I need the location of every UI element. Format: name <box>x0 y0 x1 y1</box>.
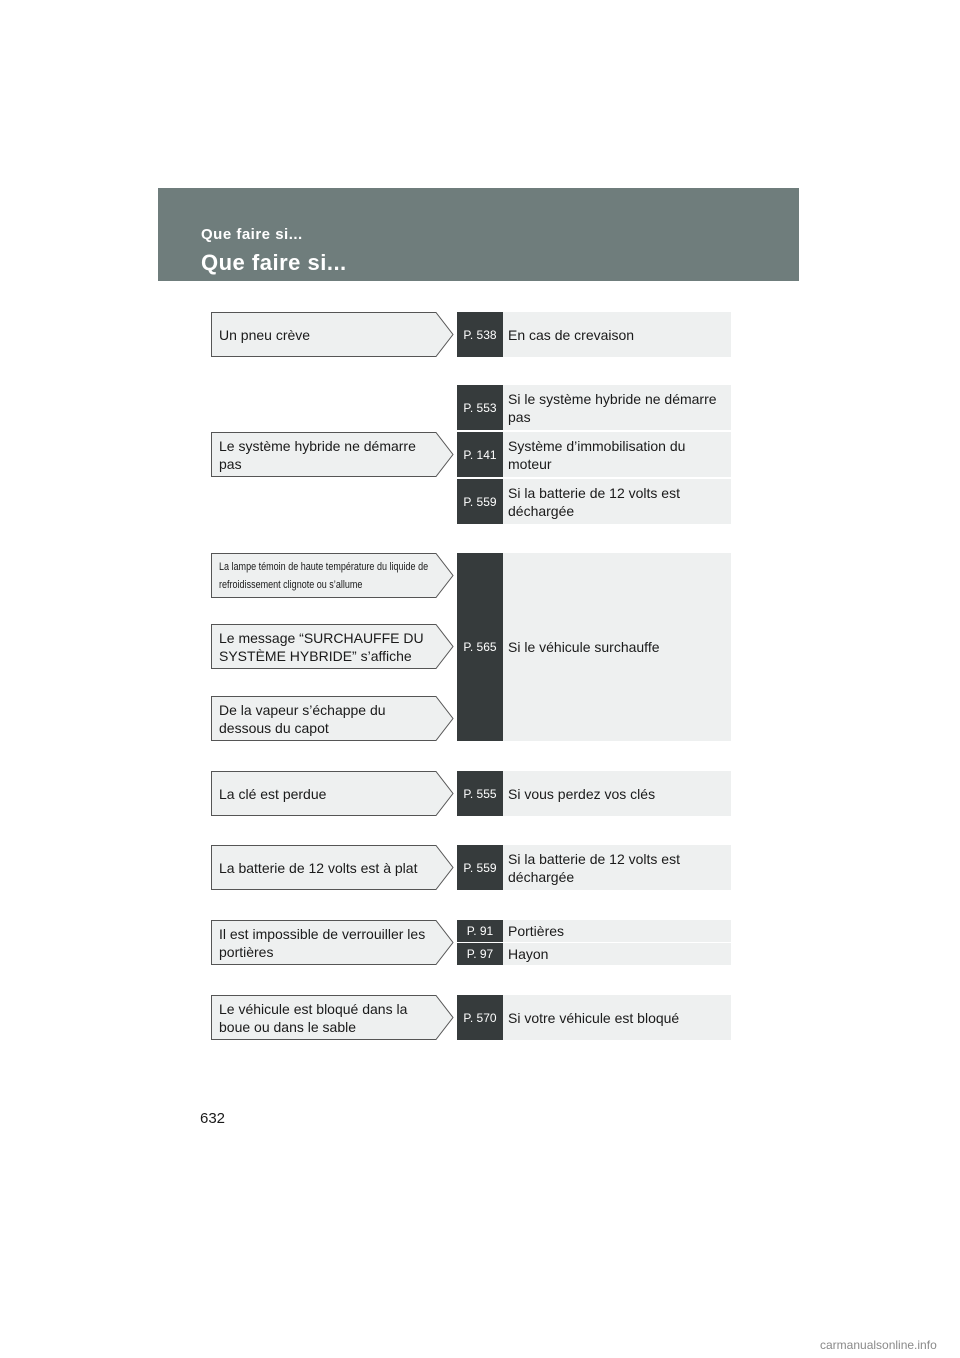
ref-title: Portières <box>503 920 731 942</box>
condition-text: Le message “SURCHAUFFE DU SYSTÈME HYBRIDE” s’affiche <box>219 629 424 664</box>
ref-title: Si votre véhicule est bloqué <box>503 995 731 1040</box>
ref-title: Si le système hybride ne démarre pas <box>503 385 731 430</box>
condition-vehicle-stuck <box>211 995 454 1040</box>
ref-title: Système d’immobilisation du moteur <box>503 432 731 477</box>
condition-coolant-lamp <box>211 553 454 598</box>
condition-text: La clé est perdue <box>219 785 327 802</box>
condition-text: Le système hybride ne démarre pas <box>219 437 416 472</box>
condition-flat-tire <box>211 312 454 357</box>
ref-title: Hayon <box>503 943 731 965</box>
page-ref[interactable]: P. 565 <box>457 553 503 741</box>
page-ref[interactable]: P. 538 <box>457 312 503 357</box>
footer-watermark: carmanualsonline.info <box>820 1338 937 1352</box>
page-ref[interactable]: P. 553 <box>457 385 503 430</box>
page-ref[interactable]: P. 570 <box>457 995 503 1040</box>
ref-title: En cas de crevaison <box>503 312 731 357</box>
page-ref[interactable]: P. 141 <box>457 432 503 477</box>
page-ref[interactable]: P. 559 <box>457 845 503 890</box>
section-subtitle: Que faire si... <box>201 226 303 243</box>
condition-steam-hood <box>211 696 454 741</box>
page-ref[interactable]: P. 91 <box>457 920 503 942</box>
page-ref[interactable]: P. 555 <box>457 771 503 816</box>
ref-title: Si la batterie de 12 volts est déchargée <box>503 845 731 890</box>
page-number: 632 <box>200 1110 226 1127</box>
condition-battery-flat <box>211 845 454 890</box>
ref-title: Si le véhicule surchauffe <box>503 553 731 741</box>
page-ref[interactable]: P. 97 <box>457 943 503 965</box>
condition-overheat-message <box>211 624 454 669</box>
condition-cannot-lock <box>211 920 454 965</box>
section-header <box>158 188 799 281</box>
section-title: Que faire si... <box>201 250 347 275</box>
condition-text: La batterie de 12 volts est à plat <box>219 859 418 876</box>
ref-title: Si vous perdez vos clés <box>503 771 731 816</box>
condition-hybrid-no-start <box>211 432 454 477</box>
condition-text: De la vapeur s’échappe du dessous du capot <box>219 701 386 736</box>
condition-text: Un pneu crève <box>219 326 311 343</box>
condition-lost-key <box>211 771 454 816</box>
condition-text: La lampe témoin de haute température du liquide de refroidissement clignote ou s’allume <box>219 560 429 591</box>
page-ref[interactable]: P. 559 <box>457 479 503 524</box>
condition-text: Il est impossible de verrouiller les portières <box>219 925 426 960</box>
ref-title: Si la batterie de 12 volts est déchargée <box>503 479 731 524</box>
condition-text: Le véhicule est bloqué dans la boue ou dans le sable <box>219 1000 408 1035</box>
